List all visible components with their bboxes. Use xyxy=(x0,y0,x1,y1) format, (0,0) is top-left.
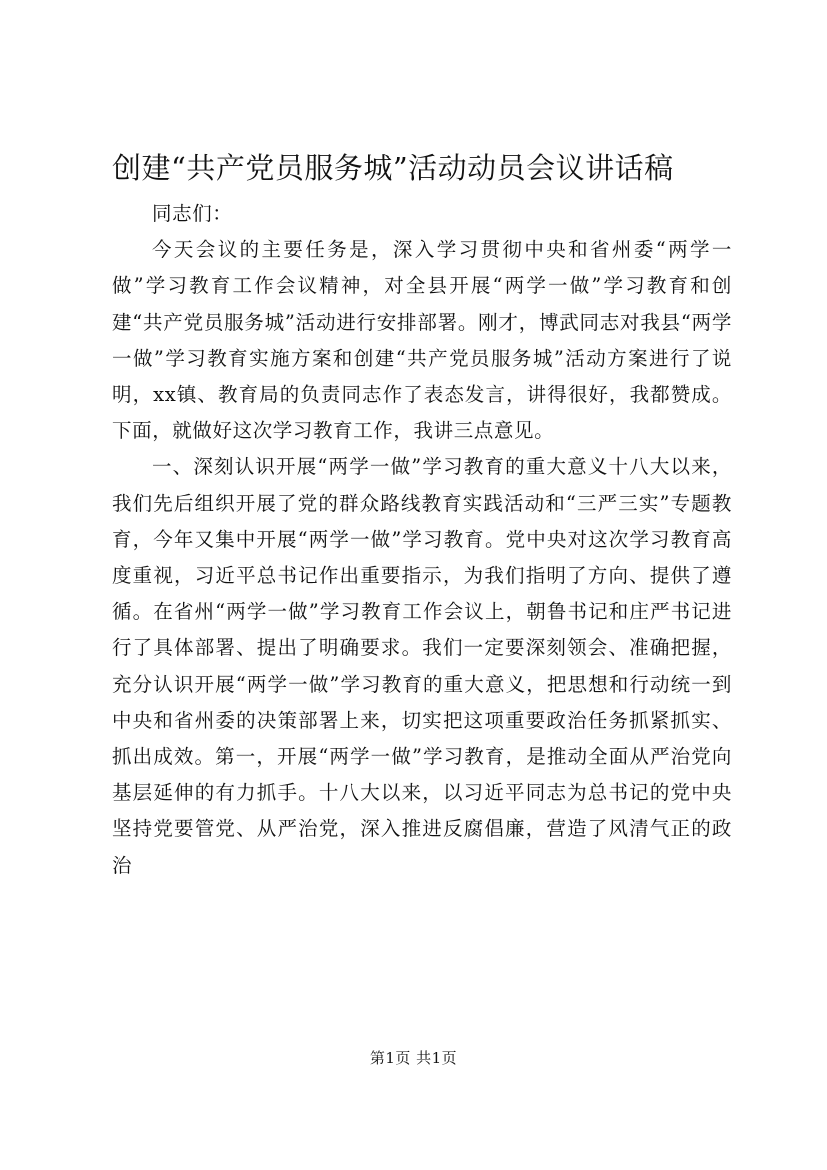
salutation: 同志们： xyxy=(152,202,233,225)
document-title: 创建“共产党员服务城”活动动员会议讲话稿 xyxy=(112,151,674,185)
paragraph-intro: 今天会议的主要任务是，深入学习贯彻中央和省州委“两学一做”学习教育工作会议精神，对全县开展“两学一做”学习教育和创建“共产党员服务城”活动进行安排部署。刚才，博武同志对我县“两学一做”学习教育实施方案和创建“共产党员服务城”活动方案进行了说明，xx镇、教育局的负责同志作了表态发言，讲得很好，我都赞成。下面，就做好这次学习教育工作，我讲三点意见。 xyxy=(112,238,732,443)
paragraph-section-one: 一、深刻认识开展“两学一做”学习教育的重大意义十八大以来，我们先后组织开展了党的群众路线教育实践活动和“三严三实”专题教育，今年又集中开展“两学一做”学习教育。党中央对这次学习教育高度重视，习近平总书记作出重要指示，为我们指明了方向、提供了遵循。在省州“两学一做”学习教育工作会议上，朝鲁书记和庄严书记进行了具体部署、提出了明确要求。我们一定要深刻领会、准确把握，充分认识开展“两学一做”学习教育的重大意义，把思想和行动统一到中央和省州委的决策部署上来，切实把这项重要政治任务抓紧抓实、抓出成效。第一，开展“两学一做”学习教育，是推动全面从严治党向基层延伸的有力抓手。十八大以来，以习近平同志为总书记的党中央坚持党要管党、从严治党，深入推进反腐倡廉，营造了风清气正的政治 xyxy=(112,455,732,877)
page-number-footer: 第1页 共1页 xyxy=(369,1049,458,1067)
document-body xyxy=(112,196,732,884)
